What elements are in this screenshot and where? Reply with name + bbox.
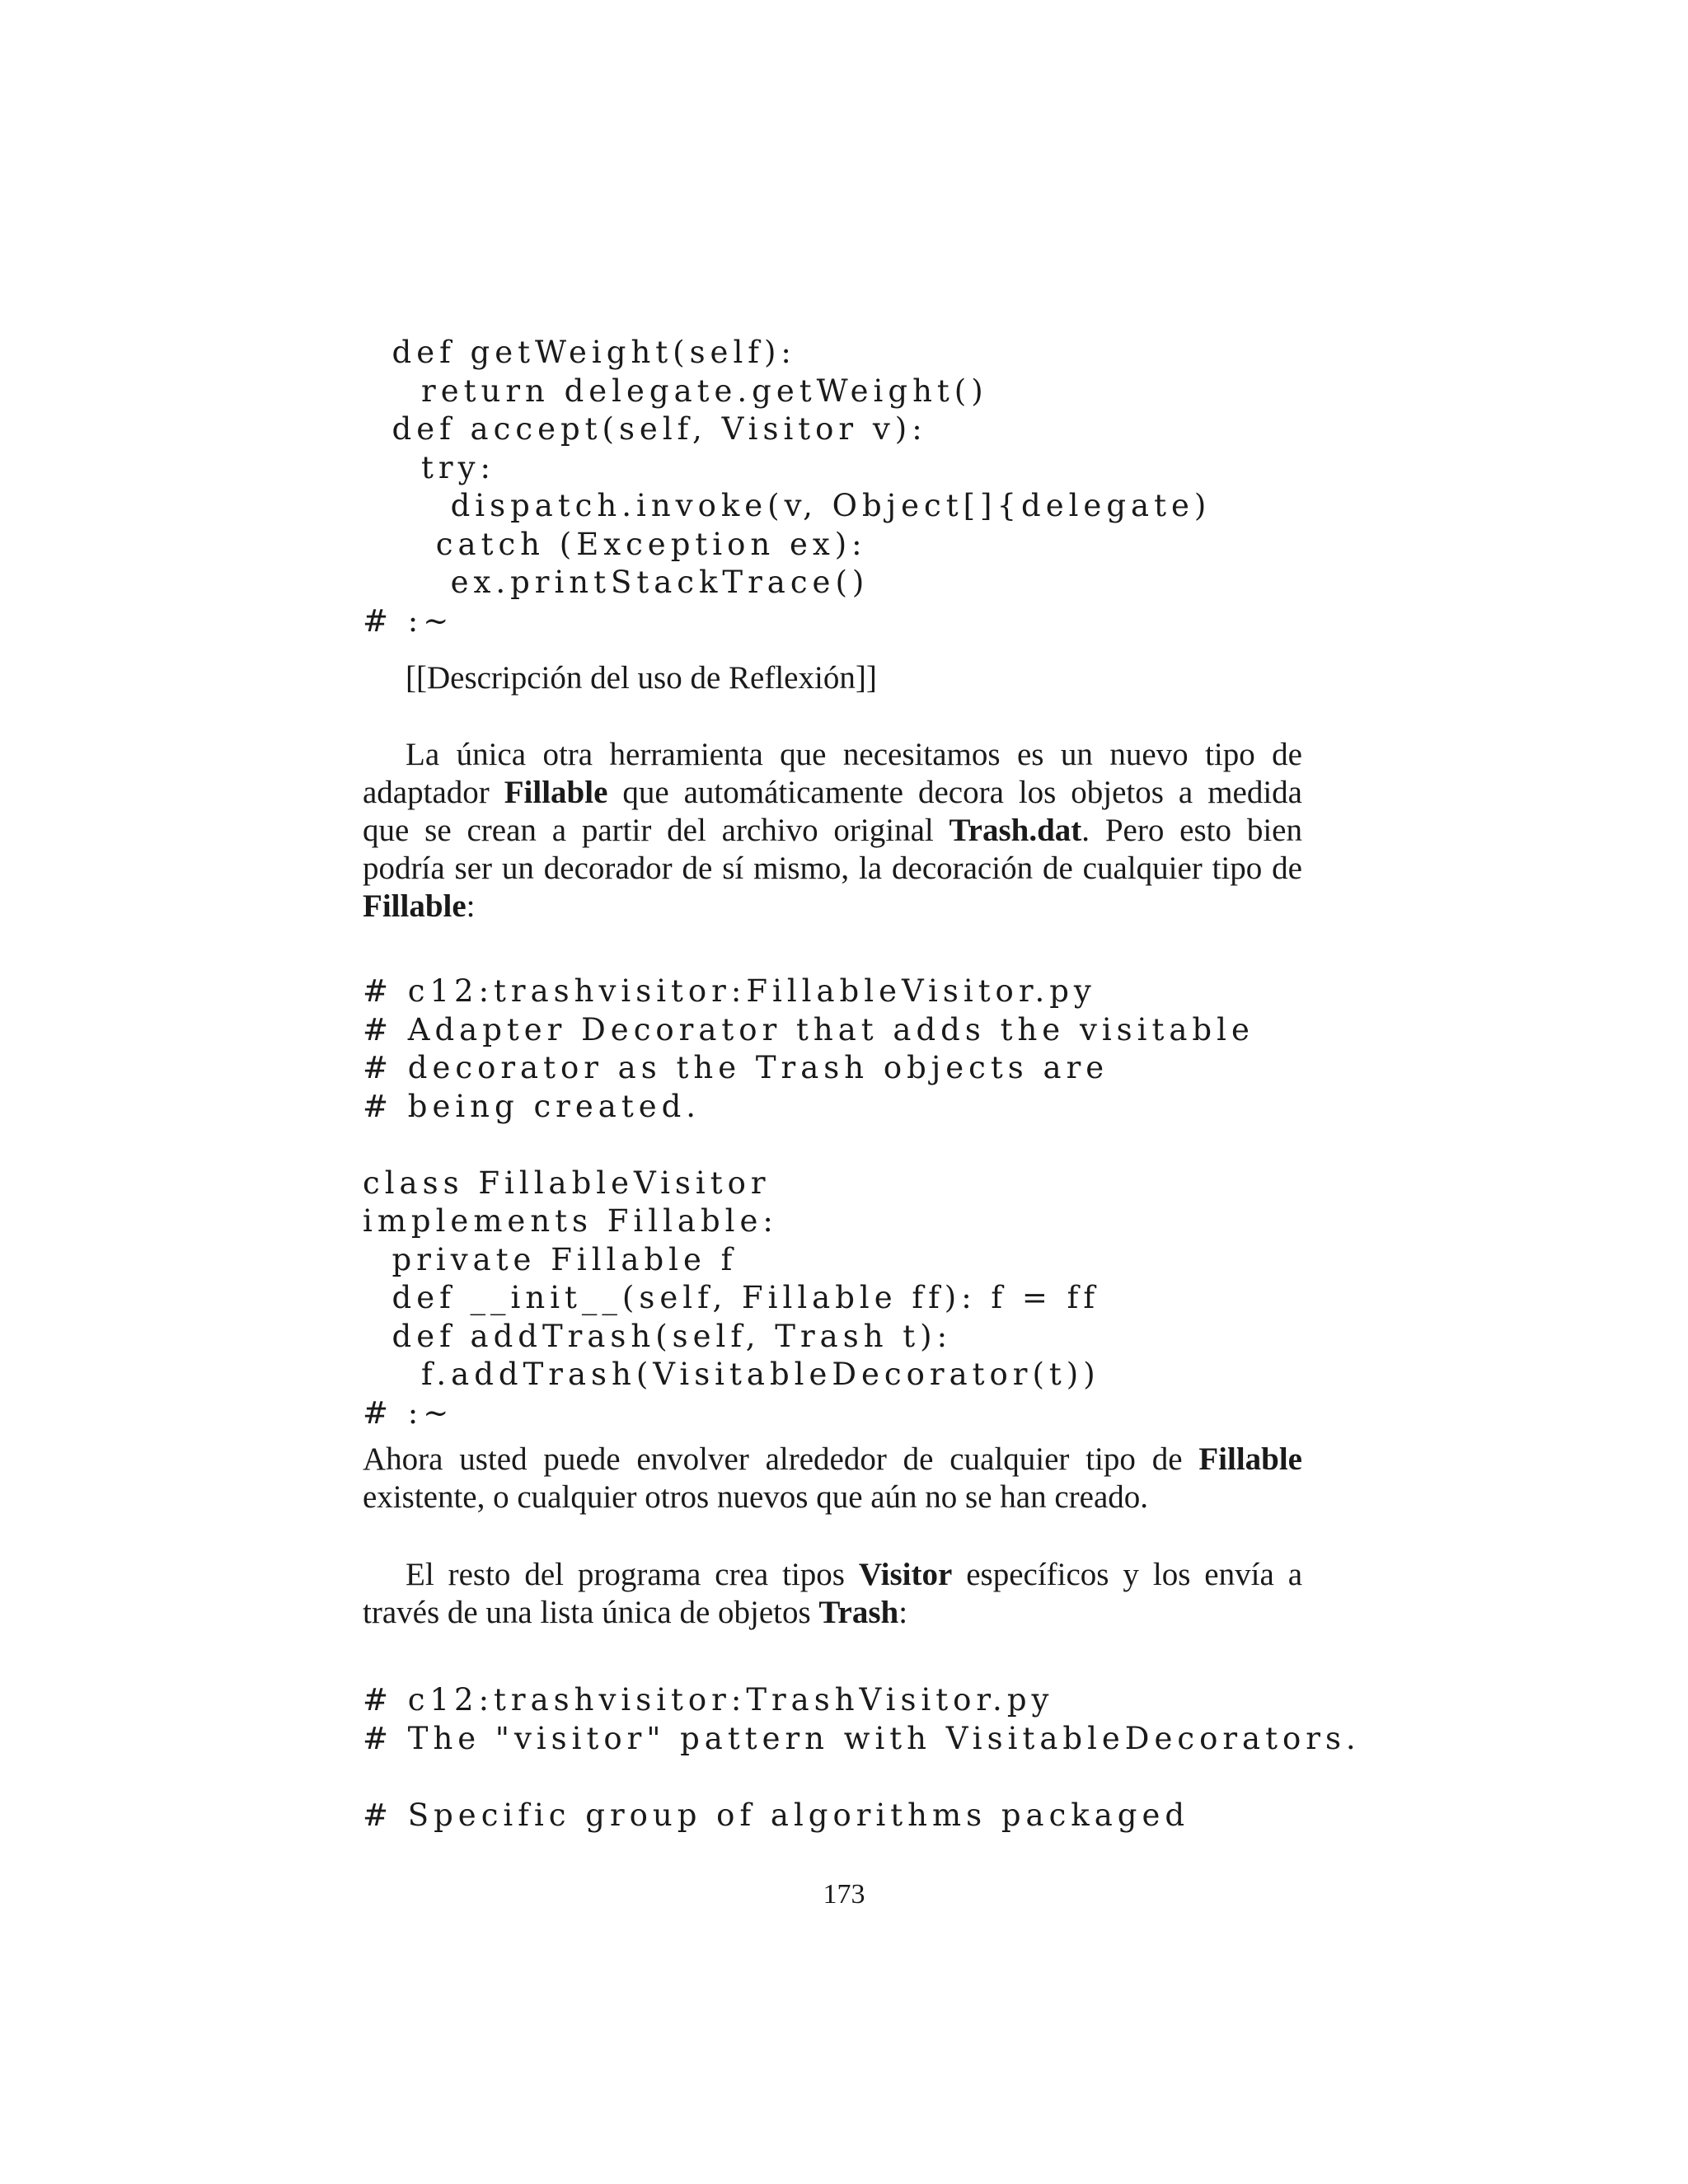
text-run: La única otra herramienta que necesitamos es un nuevo tipo de adaptador xyxy=(363,737,1302,810)
code-line: # :~ xyxy=(363,1394,454,1431)
code-line: return delegate.getWeight() xyxy=(363,373,988,409)
code-line: # being created. xyxy=(363,1088,701,1124)
code-line: implements Fillable: xyxy=(363,1203,778,1239)
code-line: dispatch.invoke(v, Object[]{delegate) xyxy=(363,488,1212,523)
text-run: existente, o cualquier otros nuevos que aún no se han creado. xyxy=(363,1479,1149,1515)
code-block-fillable-visitor xyxy=(363,972,1254,1432)
bold-term: Fillable xyxy=(1198,1441,1302,1477)
text-run: que automáticamente decora los objetos a medida que se crean a partir del archivo original xyxy=(363,775,1302,848)
bold-term: Visitor xyxy=(858,1557,953,1592)
paragraph-visitor xyxy=(363,1556,1302,1632)
code-line: def getWeight(self): xyxy=(363,335,796,370)
bold-term: Fillable xyxy=(363,888,467,924)
text-run: . Pero esto bien podría ser un decorador de sí mismo, la decoración de cualquier tipo de xyxy=(363,813,1302,886)
code-line: try: xyxy=(363,449,495,485)
text-run: El resto del programa crea tipos xyxy=(406,1557,859,1592)
code-line: def __init__(self, Fillable ff): f = ff xyxy=(363,1280,1100,1315)
code-line: # decorator as the Trash objects are xyxy=(363,1050,1109,1085)
code-line xyxy=(363,1126,1254,1165)
text-run: específicos y los envía a través de una lista única de objetos xyxy=(363,1557,1303,1630)
paragraph-wrap xyxy=(363,1441,1302,1516)
code-line: # Specific group of algorithms packaged xyxy=(363,1797,1190,1833)
paragraph-reflection: [[Descripción del uso de Reflexión]] xyxy=(406,660,877,696)
code-line: # Adapter Decorator that adds the visitable xyxy=(363,1011,1254,1047)
code-line: private Fillable f xyxy=(363,1241,738,1277)
text-run: : xyxy=(898,1595,908,1630)
page-number: 173 xyxy=(823,1879,865,1910)
code-line: # The "visitor" pattern with VisitableDecorators. xyxy=(363,1720,1361,1756)
paragraph-fillable xyxy=(363,736,1302,926)
code-line xyxy=(363,1758,1361,1797)
code-line: # c12:trashvisitor:FillableVisitor.py xyxy=(363,973,1096,1009)
code-block-getweight-accept xyxy=(363,334,1211,640)
text-run: Ahora usted puede envolver alrededor de cualquier tipo de xyxy=(363,1441,1199,1477)
code-line: # c12:trashvisitor:TrashVisitor.py xyxy=(363,1682,1054,1718)
code-line: # :~ xyxy=(363,602,454,639)
code-line: def accept(self, Visitor v): xyxy=(363,411,927,447)
bold-term: Trash.dat xyxy=(949,813,1082,848)
code-line: def addTrash(self, Trash t): xyxy=(363,1318,953,1354)
bold-term: Trash xyxy=(818,1595,899,1630)
code-line: f.addTrash(VisitableDecorator(t)) xyxy=(363,1357,1100,1392)
bold-term: Fillable xyxy=(504,775,608,810)
code-block-trash-visitor xyxy=(363,1681,1361,1835)
code-line: ex.printStackTrace() xyxy=(363,565,870,600)
text-run: : xyxy=(466,888,476,924)
code-line: class FillableVisitor xyxy=(363,1165,771,1201)
code-line: catch (Exception ex): xyxy=(363,526,867,562)
